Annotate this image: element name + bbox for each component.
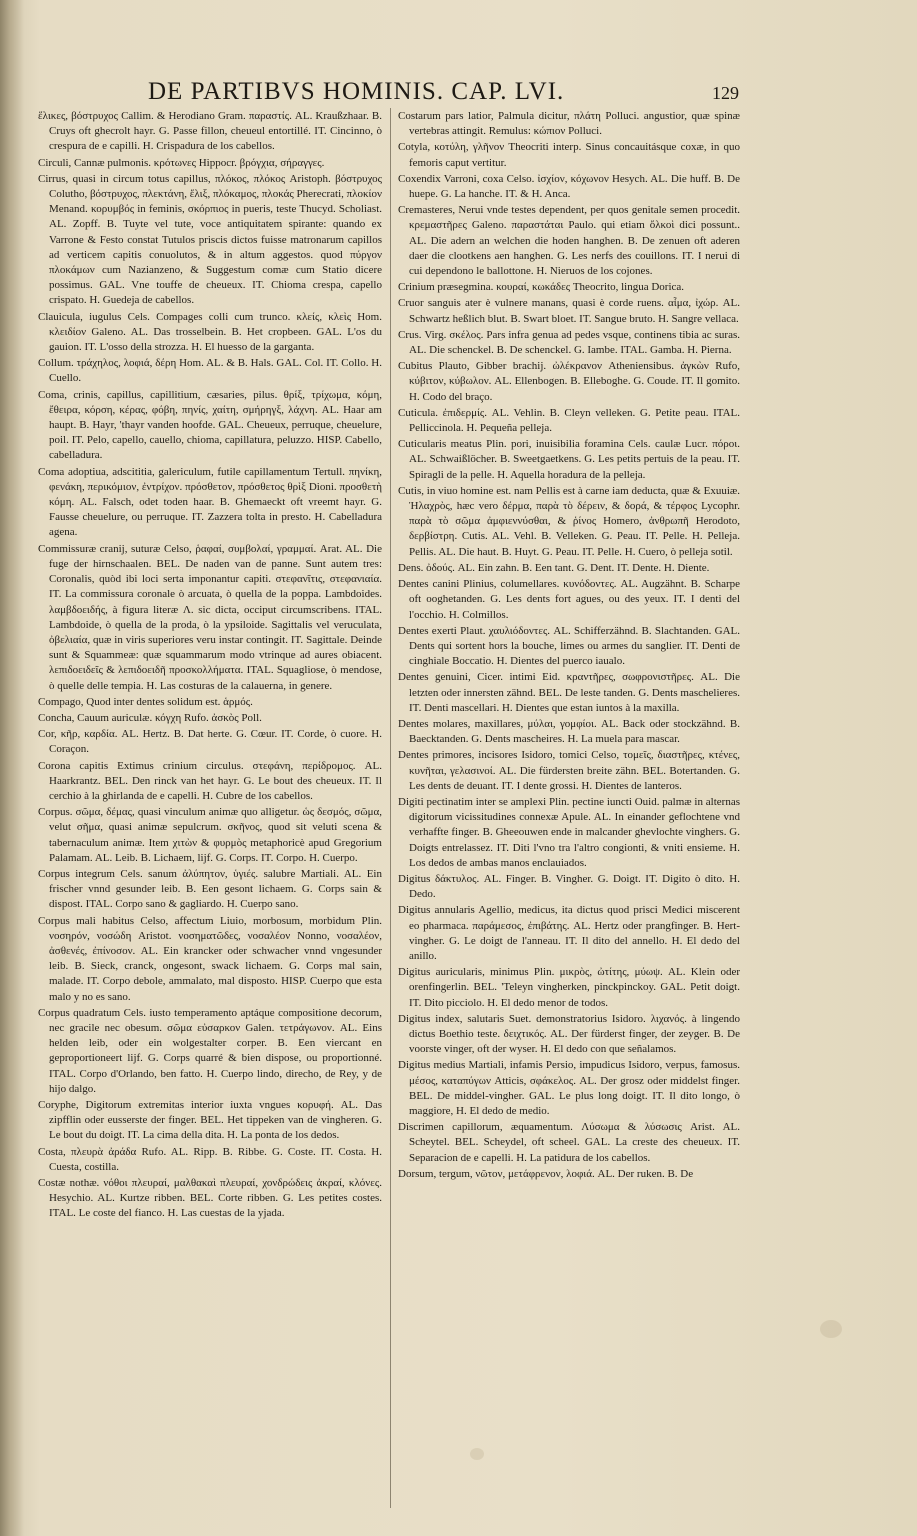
dictionary-entry: Discrimen capillorum, æquamentum. Λύσωμα & λύσωσις Arist. AL. Scheytel. BEL. Scheydel, oft scheel. GAL. La creste des cheueux. IT. Separacion de e capelli. H. La patidura de los cabellos. <box>398 1121 740 1164</box>
dictionary-entry: Clauicula, iugulus Cels. Compages colli cum trunco. κλείς, κλεὶς Hom. κλειδίον Galeno. AL. Das trosselbein. B. Het cropbeen. GAL. L'os du gauion. IT. L'osso della strozza. H. El huesso de la garganta. <box>38 310 382 354</box>
dictionary-entry: Cuticularis meatus Plin. pori, inuisibilia foramina Cels. caulæ Lucr. πόροι. AL. Schwaißlöcher. B. Sweetgaetkens. G. Les petits pertuis de la peau. IT. Spiragli de la pelle. H. Aquella horadura de la pelleja. <box>398 438 740 481</box>
dictionary-entry: Coryphe, Digitorum extremitas interior iuxta vngues κορυφή. AL. Das zipfflin oder eusserste der finger. BEL. Het tippeken van de vingheren. G. Le bout du doigt. IT. La cima della dita. H. La ponta de los dedos. <box>38 1099 382 1142</box>
dictionary-entry: Costæ nothæ. νόθοι πλευραί, μαλθακαὶ πλευραί, χονδρώδεις ἀκραί, κλόνες. Hesychio. AL. Kurtze ribben. BEL. Corte ribben. G. Les petites costes. ITAL. Le coste del fianco. H. Las cuestas de la yjada. <box>38 1177 382 1220</box>
dictionary-entry: Dentes molares, maxillares, μύλαι, γομφίοι. AL. Back oder stockzähnd. B. Baecktanden. G. Dents mascheires. H. La muela para mascar. <box>398 717 740 746</box>
dictionary-entry: Crinium præsegmina. κουραί, κωκάδες Theocrito, lingua Dorica. <box>398 281 685 294</box>
dictionary-entry: Cuticula. ἐπιδερμίς. AL. Vehlin. B. Cleyn velleken. G. Petite peau. ITAL. Pelliccinola. H. Pequeña pelleja. <box>398 406 740 435</box>
left-column <box>38 109 382 1514</box>
dictionary-entry: Coxendix Varroni, coxa Celso. ἰσχίον, κόχωνον Hesych. AL. Die huff. B. De huepe. G. La hanche. IT. & H. Anca. <box>398 172 740 201</box>
dictionary-entry: Costarum pars latior, Palmula dicitur, πλάτη Polluci. angustior, quæ spinæ vertebras attingit. Remulus: κώπιον Polluci. <box>398 110 740 138</box>
column-rule <box>390 108 391 1508</box>
dictionary-entry: Dentes exerti Plaut. χαυλιόδοντες. AL. Schifferzähnd. B. Slachtanden. GAL. Dents qui sortent hors la bouche, limes ou armes du sanglier. IT. Denti de cinghiale Boccatio. H. Dientes del puerco iaualo. <box>398 624 740 668</box>
dictionary-entry: Cotyla, κοτύλη, γλῆνον Theocriti interp. Sinus concauitásque coxæ, in quo femoris caput vertitur. <box>398 141 740 169</box>
foxing-spot <box>820 1320 842 1338</box>
dictionary-entry: Dentes canini Plinius, columellares. κυνόδοντες. AL. Augzähnt. B. Scharpe oft ooghetanden. G. Les dents fort agues, ou des yeux. IT. I denti del l'occhio. H. Colmillos. <box>398 578 740 621</box>
dictionary-entry: Cubitus Plauto, Gibber brachij. ὠλέκρανον Atheniensibus. ἀγκὼν Rufo, κύβιτον, κύβωλον. AL. Ellenbogen. B. Elleboghe. G. Coude. IT. Il gomito. H. Codo del braço. <box>398 360 740 403</box>
dictionary-entry: Digitus medius Martiali, infamis Persio, impudicus Isidoro, verpus, famosus. μέσος, καταπύγων Atticis, σφάκελος. AL. Der grosz oder middelst finger. BEL. De middel-vingher. GAL. Le plus long doigt. IT. Il dito longo, ò maggiore, H. El dedo de medio. <box>398 1059 740 1117</box>
dictionary-entry: Dentes primores, incisores Isidoro, tomici Celso, τομεῖς, διαστῆρες, κτένες, κυνῆται, γελασινοί. AL. Die fürdersten breite zähn. BEL. Botertanden. G. Les dents de deuant. IT. I dente grossi. H. Dientes de lanteros. <box>398 749 740 792</box>
dictionary-entry: Corpus mali habitus Celso, affectum Liuio, morbosum, morbidum Plin. νοσηρόν, νοσώδη Aristot. νοσηματῶδες, νοσαλέον Nonno, νοσαλέον, ἀσθενές, ἐπίνοσον. AL. Ein krancker oder schwacher vnnd vngesunder leib. B. Sieck, cranck, ongesont, swack lichaem. G. Corps mal sain, malade. IT. Corpo debole, ammalato, mal disposto. HISP. Cuerpo que esta malo y no es sano. <box>38 914 382 1003</box>
dictionary-entry: Digitus index, salutaris Suet. demonstratorius Isidoro. λιχανός. à lingendo dictus Boethio teste. δειχτικός. AL. Der fürderst finger, der zeyger. B. De voorste vinger, oft der wyser. H. El dedo con que señalamos. <box>398 1012 740 1056</box>
dictionary-entry: Corpus integrum Cels. sanum ἀλύπητον, ὑγιές. salubre Martiali. AL. Ein frischer vnnd gesunder leib. B. Een gesont lichaem. G. Corps sain & dispost. ITAL. Corpo sano & gagliardo. H. Cuerpo sano. <box>38 867 382 911</box>
dictionary-entry: Digiti pectinatim inter se amplexi Plin. pectine iuncti Ouid. palmæ in alternas digitorum vicissitudines connexæ Apule. AL. In einander geflochtene vnd verhaffte finger. B. Gheeouwen ende in malcander ghevlochte vinghers. G. Doigts entrelassez. IT. Diti l'vno tra l'altro congionti, & vniti ensieme. H. Los dedos de ambas manos enclauiados. <box>398 795 740 869</box>
dictionary-entry: Coma, crinis, capillus, capillitium, cæsaries, pilus. θρίξ, τρίχωμα, κόμη, ἔθειρα, κόρση, κέρας, φόβη, πηνίς, χαίτη, σμήρηγξ, λάχνη. AL. Haar am haupt. B. Hayr, 'thayr vanden hoofde. GAL. Cheueux, perruque, cheuelure, poil. IT. Pelo, capello, cauello, chioma, capillatura, peluzzo. HISP. Cabello, cabelladura. <box>38 388 382 462</box>
page-number: 129 <box>712 83 739 103</box>
dictionary-entry: Corpus quadratum Cels. iusto temperamento aptáque compositione decorum, nec gracile nec obesum. σῶμα εὐσαρκον Galen. τετράγωνον. AL. Eins helden leib, oder ein wolgestalter corper. B. Een viercant en geproportioneert lijf. G. Corps quarré & bien dispose, ou proportionné. ITAL. Corpo d'Orlando, ben fatto. H. Cuerpo lindo, direcho, de Rey, y de hijo dalgo. <box>38 1006 382 1095</box>
dictionary-entry: Digitus auricularis, minimus Plin. μικρὸς, ὠτίτης, μύωψ. AL. Klein oder orenfingerlin. BEL. 'Teleyn vingherken, pinckpinckoy. GAL. Petit doigt. IT. Dito picciolo. H. El dedo menor de todos. <box>398 966 740 1009</box>
dictionary-entry: Dentes genuini, Cicer. intimi Eid. κραντῆρες, σωφρονιστῆρες. AL. Die letzten oder innersten zähnd. BEL. De leste tanden. G. Dents maschelieres. IT. Denti mascellari. H. Dientes que estan iuntos à la maxilla. <box>398 671 740 714</box>
dictionary-entry: Dorsum, tergum, νῶτον, μετάφρενον, λοφιά. AL. Der ruken. B. De <box>398 1167 694 1180</box>
dictionary-entry: Collum. τράχηλος, λοφιά, δέρη Hom. AL. & B. Hals. GAL. Col. IT. Collo. H. Cuello. <box>38 357 382 385</box>
dictionary-entry: Cremasteres, Nerui vnde testes dependent, per quos genitale semen procedit. κρεμαστῆρες Galeno. παραστάται Paulo. qui etiam ὄλκοὶ dici possunt.. AL. Die adern an welchen die hoden hanghen. B. De zenuen oft aderen daer die clootkens aen hanghen. G. Les nerfs des couillons. IT. I nerui di cui dependono le ballottone. H. Nieruos de los cojones. <box>398 204 740 278</box>
dictionary-entry: ἕλικες, βόστρυχος Callim. & Herodiano Gram. παραστίς. AL. Kraußzhaar. B. Cruys oft ghecrolt hayr. G. Passe fillon, cheueul entortillé. IT. Cincinno, ò crespura de e capilli. H. Crispadura de los cabellos. <box>38 110 382 153</box>
dictionary-entry: Digitus annularis Agellio, medicus, ita dictus quod prisci Medici miscerent eo pharmaca. παράμεσος, ἐπιβάτης. AL. Hertz oder prangfinger. B. Hert-vingher. G. Le doigt de l'anneau. IT. Il dito del annello. H. El dedo del anillo. <box>398 904 740 962</box>
dictionary-entry: Cirrus, quasi in circum totus capillus, πλόκος, πλόκος Aristoph. βόστρυχος Coluthο, βόστρυχος, πλεκτάνη, ἕλιξ, πλόκαμος, πλοκάς Pherecrati, πλοκίον Menand. κορυμβός in feminis, σκόρπιος in pueris, teste Thucyd. Scholiast. AL. Zopff. B. Tuyte vel tute, voce antiquitatem spirante: quando ex Varrone & Festo constat Tutulos priscis dictos fuisse matronarum capillos ad verticem capitis conuolutos, & in altum aggestos. quod πύργον πλοκάμων cum Nazianzeno, & Suggestum comæ cum Statio dicere possimus. GAL. Vne touffe de cheueux. IT. Chioma crespa, capello crispato. H. Guedeja de cabellos. <box>38 172 382 307</box>
dictionary-entry: Coma adoptiua, adscititia, galericulum, futile capillamentum Tertull. πηνίκη, φενάκη, περικόμιον, ἐντρίχον. πρόσθετον, πρόσθετος θρὶξ Dioni. προσθετὴ κόμη. AL. Falsch, odet toden haar. B. Ghemaeckt oft vreemt hayr. G. Fausse cheuelure, ou perruque. IT. Zazzera tolta in presto. H. Cabelladura agena. <box>38 465 382 539</box>
dictionary-entry: Cor, κῆρ, καρδία. AL. Hertz. B. Dat herte. G. Cœur. IT. Corde, ò cuore. H. Coraçon. <box>38 728 382 756</box>
dictionary-entry: Cutis, in viuo homine est. nam Pellis est à carne iam deducta, quæ & Exuuiæ. Ἠλαχρὸς, hæc vero δέρμα, παρὰ τὸ δέρειν, & δορά, & τέρφος Lycophr. παρὰ τὸ σῶμα ἀμφιεννύσθαι, & ῥίνος Homero, ἀνθρωπῆ Herodoto, δερβίστρη. Cutis. AL. Vehl. B. Velleken. G. Peau. IT. Pelle. H. Pelleja. Pellis. AL. Die haut. B. Huyt. G. Peau. IT. Pelle. H. Cuero, ò pelleja sotil. <box>398 484 740 558</box>
dictionary-entry: Corpus. σῶμα, δέμας, quasi vinculum animæ quo alligetur. ὡς δεσμός, σῶμα, velut σῆμα, quasi animæ sepulcrum. σκῆνος, quod sit veluti scena & tabernaculum animæ. Item χιτὼν & φυρμὸς metaphoricè apud Gregorium Palamam. AL. Leib. B. Lichaem, lijf. G. Corps. IT. Corpo. H. Cuerpo. <box>38 806 382 864</box>
dictionary-entry: Crus. Virg. σκέλος. Pars infra genua ad pedes vsque, continens tibia ac suras. AL. Die schenckel. B. De schenckel. G. Iambe. ITAL. Gamba. H. Pierna. <box>398 328 740 357</box>
dictionary-entry: Costa, πλευρὰ ἀράδα Rufo. AL. Ripp. B. Ribbe. G. Coste. IT. Costa. H. Cuesta, costilla. <box>38 1145 382 1173</box>
dictionary-entry: Circuli, Cannæ pulmonis. κρότωνες Hippocr. βρόγχια, σήραγγες. <box>38 156 325 169</box>
running-title: DE PARTIBVS HOMINIS. CAP. LVI. <box>148 78 565 105</box>
dictionary-entry: Digitus δάκτυλος. AL. Finger. B. Vingher. G. Doigt. IT. Digito ò dito. H. Dedo. <box>398 872 740 901</box>
dictionary-entry: Compago, Quod inter dentes solidum est. ἁρμός. <box>38 695 253 708</box>
dictionary-entry: Dens. ὀδούς. AL. Ein zahn. B. Een tant. G. Dent. IT. Dente. H. Diente. <box>398 561 710 574</box>
binding-gutter <box>0 0 24 1536</box>
dictionary-entry: Commissuræ cranij, suturæ Celso, ῥαφαί, συμβολαί, γραμμαί. Arat. AL. Die fuge der hirnschaalen. BEL. De naden van de panne. Sunt autem tres: Coronalis, quòd ibi loci serta imponantur capiti. στεφανῖτις, στεφανιαία. IT. La commissura coronale ò arcuata, ò quella de la poppa. Lambdoides. λαμβδοειδής, à figura literæ Λ. sic dicta, occiput circumscribens. ITAL. Lambdoide, ò quella de la proda, ò la ypsiloide. Sagittalis vel veruculata, ὀβελιαία, quæ in viris superiores veru instar contingit. IT. Sagittale. Deinde sunt & Squammeæ: quæ squammarum modo vtrinque ad aures obiacent. λεπιδοειδεῖς & λεπιδοειδῆ προσκολλήματα. ITAL. Squagliose, ò mendose, ò quelle delle tempia. H. Las costuras de la calauerna, in genere. <box>38 542 382 692</box>
dictionary-entry: Concha, Cauum auriculæ. κόγχη Rufo. ἀσκὸς Poll. <box>38 711 262 724</box>
dictionary-entry: Cruor sanguis ater è vulnere manans, quasi è corde ruens. αἷμα, ἰχώρ. AL. Schwartz heßlich blut. B. Swart bloet. IT. Sangue bruto. H. Sangre vellaca. <box>398 297 740 325</box>
right-column <box>398 109 740 1514</box>
dictionary-entry: Corona capitis Extimus crinium circulus. στεφάνη, περίδρομος. AL. Haarkrantz. BEL. Den rinck van het hayr. G. Le bout des cheueux. IT. Il cerchio à la ghirlanda de e capelli. H. Cubre de los cabellos. <box>38 759 382 802</box>
